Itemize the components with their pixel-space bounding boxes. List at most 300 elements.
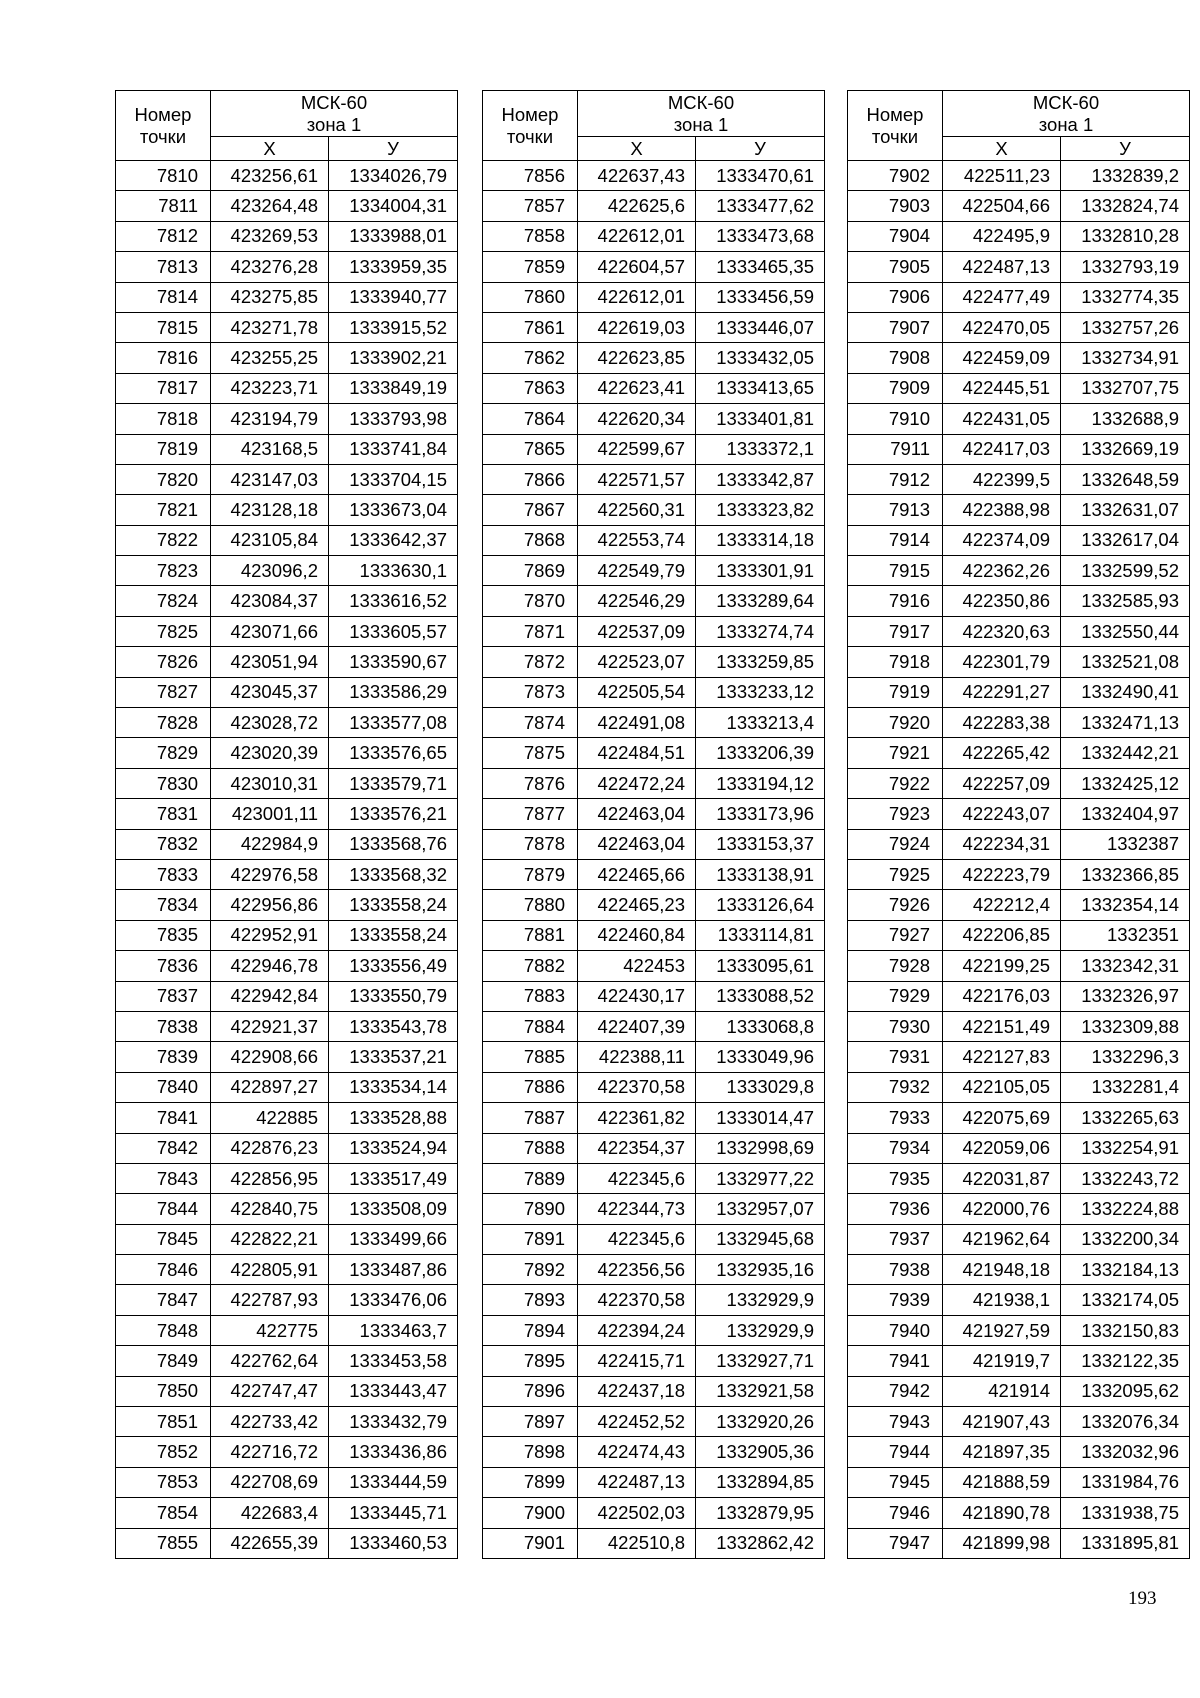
table-row xyxy=(483,1498,825,1528)
y-coordinate-cell: 1333432,05 xyxy=(696,343,825,373)
y-coordinate-cell: 1332351 xyxy=(1061,920,1190,950)
y-coordinate-cell: 1333413,65 xyxy=(696,373,825,403)
point-number-cell: 7883 xyxy=(483,981,578,1011)
table-row xyxy=(116,1255,458,1285)
point-number-cell: 7902 xyxy=(848,161,943,191)
x-coordinate-cell: 422549,79 xyxy=(578,556,696,586)
point-number-cell: 7838 xyxy=(116,1011,211,1041)
table-row xyxy=(483,1224,825,1254)
point-number-cell: 7912 xyxy=(848,464,943,494)
x-coordinate-cell: 422716,72 xyxy=(211,1437,329,1467)
y-coordinate-cell: 1332929,9 xyxy=(696,1315,825,1345)
x-coordinate-cell: 422487,13 xyxy=(943,252,1061,282)
x-coordinate-cell: 423020,39 xyxy=(211,738,329,768)
point-number-cell: 7874 xyxy=(483,708,578,738)
table-row xyxy=(848,708,1190,738)
x-coordinate-cell: 422805,91 xyxy=(211,1255,329,1285)
table-row xyxy=(483,1346,825,1376)
x-coordinate-cell: 423269,53 xyxy=(211,221,329,251)
x-coordinate-cell: 422504,66 xyxy=(943,191,1061,221)
x-coordinate-cell: 422059,06 xyxy=(943,1133,1061,1163)
point-number-cell: 7913 xyxy=(848,495,943,525)
point-number-cell: 7897 xyxy=(483,1407,578,1437)
x-coordinate-cell: 422604,57 xyxy=(578,252,696,282)
x-coordinate-cell: 422301,79 xyxy=(943,647,1061,677)
x-coordinate-cell: 423128,18 xyxy=(211,495,329,525)
y-coordinate-cell: 1334026,79 xyxy=(329,161,458,191)
point-number-cell: 7936 xyxy=(848,1194,943,1224)
table-row xyxy=(116,343,458,373)
point-number-cell: 7872 xyxy=(483,647,578,677)
y-coordinate-cell: 1332342,31 xyxy=(1061,951,1190,981)
point-number-cell: 7917 xyxy=(848,616,943,646)
y-coordinate-cell: 1333436,86 xyxy=(329,1437,458,1467)
table-row xyxy=(483,981,825,1011)
table-row xyxy=(116,677,458,707)
point-number-cell: 7813 xyxy=(116,252,211,282)
point-number-cell: 7905 xyxy=(848,252,943,282)
point-number-cell: 7887 xyxy=(483,1103,578,1133)
x-coordinate-cell: 423071,66 xyxy=(211,616,329,646)
y-coordinate-cell: 1332927,71 xyxy=(696,1346,825,1376)
table-row xyxy=(483,1103,825,1133)
y-coordinate-cell: 1333314,18 xyxy=(696,525,825,555)
table-row xyxy=(848,677,1190,707)
x-coordinate-cell: 422354,37 xyxy=(578,1133,696,1163)
y-coordinate-cell: 1332957,07 xyxy=(696,1194,825,1224)
x-coordinate-cell: 422345,6 xyxy=(578,1163,696,1193)
y-coordinate-cell: 1332200,34 xyxy=(1061,1224,1190,1254)
system-label: МСК-60 xyxy=(300,91,368,113)
x-coordinate-cell: 422619,03 xyxy=(578,312,696,342)
x-coordinate-cell: 422612,01 xyxy=(578,221,696,251)
x-coordinate-cell: 422345,6 xyxy=(578,1224,696,1254)
y-coordinate-cell: 1332977,22 xyxy=(696,1163,825,1193)
x-coordinate-cell: 422484,51 xyxy=(578,738,696,768)
y-coordinate-cell: 1333233,12 xyxy=(696,677,825,707)
y-coordinate-cell: 1333095,61 xyxy=(696,951,825,981)
x-coordinate-cell: 422612,01 xyxy=(578,282,696,312)
x-coordinate-cell: 422495,9 xyxy=(943,221,1061,251)
x-coordinate-cell: 422257,09 xyxy=(943,768,1061,798)
x-coordinate-cell: 423045,37 xyxy=(211,677,329,707)
y-coordinate-cell: 1333138,91 xyxy=(696,859,825,889)
y-coordinate-cell: 1333301,91 xyxy=(696,556,825,586)
y-coordinate-cell: 1332734,91 xyxy=(1061,343,1190,373)
point-number-cell: 7895 xyxy=(483,1346,578,1376)
x-coordinate-cell: 422787,93 xyxy=(211,1285,329,1315)
y-coordinate-cell: 1333550,79 xyxy=(329,981,458,1011)
y-coordinate-cell: 1333460,53 xyxy=(329,1528,458,1558)
x-coordinate-cell: 422733,42 xyxy=(211,1407,329,1437)
x-coordinate-cell: 422223,79 xyxy=(943,859,1061,889)
y-coordinate-cell: 1332425,12 xyxy=(1061,768,1190,798)
y-coordinate-cell: 1333088,52 xyxy=(696,981,825,1011)
y-coordinate-cell: 1333586,29 xyxy=(329,677,458,707)
x-column-header: Х xyxy=(578,137,696,161)
point-number-cell: 7836 xyxy=(116,951,211,981)
point-number-cell: 7832 xyxy=(116,829,211,859)
y-coordinate-cell: 1333558,24 xyxy=(329,920,458,950)
table-row xyxy=(116,738,458,768)
x-coordinate-cell: 423264,48 xyxy=(211,191,329,221)
y-coordinate-cell: 1333673,04 xyxy=(329,495,458,525)
y-coordinate-cell: 1333463,7 xyxy=(329,1315,458,1345)
point-number-cell: 7890 xyxy=(483,1194,578,1224)
table-row xyxy=(848,1011,1190,1041)
x-coordinate-cell: 421962,64 xyxy=(943,1224,1061,1254)
x-coordinate-cell: 422453 xyxy=(578,951,696,981)
point-number-cell: 7934 xyxy=(848,1133,943,1163)
table-row xyxy=(848,556,1190,586)
table-row xyxy=(848,1163,1190,1193)
point-number-cell: 7824 xyxy=(116,586,211,616)
x-column-header: Х xyxy=(211,137,329,161)
table-row xyxy=(848,221,1190,251)
y-coordinate-cell: 1332442,21 xyxy=(1061,738,1190,768)
point-number-cell: 7856 xyxy=(483,161,578,191)
y-coordinate-cell: 1332224,88 xyxy=(1061,1194,1190,1224)
coordinates-table-1 xyxy=(115,90,458,1559)
y-coordinate-cell: 1333543,78 xyxy=(329,1011,458,1041)
y-coordinate-cell: 1333470,61 xyxy=(696,161,825,191)
point-number-label: Номер точки xyxy=(501,103,559,147)
y-coordinate-cell: 1332998,69 xyxy=(696,1133,825,1163)
x-coordinate-cell: 422625,6 xyxy=(578,191,696,221)
point-number-cell: 7826 xyxy=(116,647,211,677)
y-coordinate-cell: 1332585,93 xyxy=(1061,586,1190,616)
point-number-cell: 7888 xyxy=(483,1133,578,1163)
point-number-cell: 7825 xyxy=(116,616,211,646)
table-row xyxy=(483,890,825,920)
point-number-cell: 7940 xyxy=(848,1315,943,1345)
table-row xyxy=(483,1011,825,1041)
table-row xyxy=(483,495,825,525)
y-coordinate-cell: 1331895,81 xyxy=(1061,1528,1190,1558)
point-number-cell: 7899 xyxy=(483,1467,578,1497)
y-coordinate-cell: 1333741,84 xyxy=(329,434,458,464)
y-coordinate-cell: 1332669,19 xyxy=(1061,434,1190,464)
point-number-cell: 7829 xyxy=(116,738,211,768)
y-coordinate-cell: 1333342,87 xyxy=(696,464,825,494)
table-row xyxy=(116,252,458,282)
y-coordinate-cell: 1332921,58 xyxy=(696,1376,825,1406)
point-number-cell: 7900 xyxy=(483,1498,578,1528)
table-row xyxy=(483,1528,825,1558)
y-coordinate-cell: 1332309,88 xyxy=(1061,1011,1190,1041)
point-number-cell: 7930 xyxy=(848,1011,943,1041)
x-coordinate-cell: 422822,21 xyxy=(211,1224,329,1254)
y-coordinate-cell: 1333487,86 xyxy=(329,1255,458,1285)
x-coordinate-cell: 422511,23 xyxy=(943,161,1061,191)
point-number-cell: 7868 xyxy=(483,525,578,555)
y-coordinate-cell: 1333014,47 xyxy=(696,1103,825,1133)
table-row xyxy=(483,951,825,981)
table-row xyxy=(483,1133,825,1163)
point-number-cell: 7848 xyxy=(116,1315,211,1345)
table-row xyxy=(116,859,458,889)
x-coordinate-cell: 422445,51 xyxy=(943,373,1061,403)
coordinate-system-header xyxy=(578,91,825,137)
table-row xyxy=(483,1042,825,1072)
y-coordinate-cell: 1333576,21 xyxy=(329,799,458,829)
point-number-cell: 7915 xyxy=(848,556,943,586)
y-coordinate-cell: 1333444,59 xyxy=(329,1467,458,1497)
y-coordinate-cell: 1331984,76 xyxy=(1061,1467,1190,1497)
y-coordinate-cell: 1333453,58 xyxy=(329,1346,458,1376)
y-coordinate-cell: 1333590,67 xyxy=(329,647,458,677)
table-row xyxy=(848,799,1190,829)
x-coordinate-cell: 423168,5 xyxy=(211,434,329,464)
x-coordinate-cell: 422388,98 xyxy=(943,495,1061,525)
x-coordinate-cell: 422976,58 xyxy=(211,859,329,889)
y-coordinate-cell: 1333499,66 xyxy=(329,1224,458,1254)
y-coordinate-cell: 1333528,88 xyxy=(329,1103,458,1133)
y-coordinate-cell: 1332387 xyxy=(1061,829,1190,859)
x-coordinate-cell: 422474,43 xyxy=(578,1437,696,1467)
x-coordinate-cell: 423001,11 xyxy=(211,799,329,829)
y-coordinate-cell: 1332617,04 xyxy=(1061,525,1190,555)
table-row xyxy=(483,434,825,464)
table-row xyxy=(848,1103,1190,1133)
y-coordinate-cell: 1333568,32 xyxy=(329,859,458,889)
point-number-cell: 7830 xyxy=(116,768,211,798)
point-number-cell: 7871 xyxy=(483,616,578,646)
table-row xyxy=(116,981,458,1011)
y-coordinate-cell: 1333029,8 xyxy=(696,1072,825,1102)
table-row xyxy=(848,282,1190,312)
x-coordinate-cell: 421897,35 xyxy=(943,1437,1061,1467)
y-coordinate-cell: 1333517,49 xyxy=(329,1163,458,1193)
y-coordinate-cell: 1332095,62 xyxy=(1061,1376,1190,1406)
table-row xyxy=(848,859,1190,889)
point-number-cell: 7882 xyxy=(483,951,578,981)
point-number-cell: 7916 xyxy=(848,586,943,616)
x-coordinate-cell: 422234,31 xyxy=(943,829,1061,859)
x-coordinate-cell: 422560,31 xyxy=(578,495,696,525)
table-row xyxy=(116,1528,458,1558)
x-coordinate-cell: 422708,69 xyxy=(211,1467,329,1497)
point-number-cell: 7927 xyxy=(848,920,943,950)
x-coordinate-cell: 422370,58 xyxy=(578,1072,696,1102)
table-row xyxy=(483,1315,825,1345)
table-row xyxy=(483,586,825,616)
y-coordinate-cell: 1332793,19 xyxy=(1061,252,1190,282)
point-number-cell: 7819 xyxy=(116,434,211,464)
x-coordinate-cell: 421914 xyxy=(943,1376,1061,1406)
x-coordinate-cell: 422620,34 xyxy=(578,404,696,434)
y-coordinate-cell: 1333372,1 xyxy=(696,434,825,464)
y-coordinate-cell: 1332599,52 xyxy=(1061,556,1190,586)
x-coordinate-cell: 422350,86 xyxy=(943,586,1061,616)
table-row xyxy=(116,647,458,677)
point-number-label: Номер точки xyxy=(134,103,192,147)
table-row xyxy=(848,191,1190,221)
coordinates-table-2 xyxy=(482,90,825,1559)
y-coordinate-cell: 1333902,21 xyxy=(329,343,458,373)
point-number-label: Номер точки xyxy=(866,103,924,147)
system-label: МСК-60 xyxy=(667,91,735,113)
table-row xyxy=(848,1346,1190,1376)
table-row xyxy=(483,677,825,707)
x-coordinate-cell: 422956,86 xyxy=(211,890,329,920)
x-coordinate-cell: 422105,05 xyxy=(943,1072,1061,1102)
table-row xyxy=(483,768,825,798)
x-coordinate-cell: 422415,71 xyxy=(578,1346,696,1376)
y-coordinate-cell: 1332757,26 xyxy=(1061,312,1190,342)
x-coordinate-cell: 422362,26 xyxy=(943,556,1061,586)
point-number-cell: 7886 xyxy=(483,1072,578,1102)
table-row xyxy=(483,708,825,738)
point-number-cell: 7926 xyxy=(848,890,943,920)
point-number-cell: 7834 xyxy=(116,890,211,920)
point-number-cell: 7903 xyxy=(848,191,943,221)
x-coordinate-cell: 422265,42 xyxy=(943,738,1061,768)
x-coordinate-cell: 423256,61 xyxy=(211,161,329,191)
table-row xyxy=(116,495,458,525)
point-number-cell: 7869 xyxy=(483,556,578,586)
table-row xyxy=(848,312,1190,342)
x-coordinate-cell: 422374,09 xyxy=(943,525,1061,555)
table-row xyxy=(116,161,458,191)
y-coordinate-cell: 1333068,8 xyxy=(696,1011,825,1041)
table-row xyxy=(848,768,1190,798)
y-coordinate-cell: 1332296,3 xyxy=(1061,1042,1190,1072)
point-number-cell: 7939 xyxy=(848,1285,943,1315)
table-row xyxy=(116,708,458,738)
coordinate-system-header xyxy=(943,91,1190,137)
point-number-cell: 7839 xyxy=(116,1042,211,1072)
table-row xyxy=(116,1407,458,1437)
x-coordinate-cell: 422361,82 xyxy=(578,1103,696,1133)
point-number-cell: 7947 xyxy=(848,1528,943,1558)
point-number-cell: 7885 xyxy=(483,1042,578,1072)
y-coordinate-cell: 1332326,97 xyxy=(1061,981,1190,1011)
y-coordinate-cell: 1332122,35 xyxy=(1061,1346,1190,1376)
y-coordinate-cell: 1333616,52 xyxy=(329,586,458,616)
point-number-cell: 7812 xyxy=(116,221,211,251)
y-coordinate-cell: 1333568,76 xyxy=(329,829,458,859)
point-number-cell: 7816 xyxy=(116,343,211,373)
table-row xyxy=(483,343,825,373)
table-row xyxy=(116,799,458,829)
table-row xyxy=(848,1072,1190,1102)
table-row xyxy=(848,586,1190,616)
table-row xyxy=(483,161,825,191)
x-coordinate-cell: 422946,78 xyxy=(211,951,329,981)
table-row xyxy=(848,1285,1190,1315)
x-coordinate-cell: 421888,59 xyxy=(943,1467,1061,1497)
x-coordinate-cell: 422571,57 xyxy=(578,464,696,494)
y-coordinate-cell: 1333556,49 xyxy=(329,951,458,981)
x-coordinate-cell: 422487,13 xyxy=(578,1467,696,1497)
system-label: МСК-60 xyxy=(1032,91,1100,113)
table-row xyxy=(116,1042,458,1072)
table-row xyxy=(483,1437,825,1467)
table-row xyxy=(116,282,458,312)
x-coordinate-cell: 422637,43 xyxy=(578,161,696,191)
y-coordinate-cell: 1332174,05 xyxy=(1061,1285,1190,1315)
y-coordinate-cell: 1332935,16 xyxy=(696,1255,825,1285)
point-number-cell: 7878 xyxy=(483,829,578,859)
point-number-cell: 7873 xyxy=(483,677,578,707)
table-row xyxy=(116,1224,458,1254)
x-coordinate-cell: 421899,98 xyxy=(943,1528,1061,1558)
x-coordinate-cell: 422897,27 xyxy=(211,1072,329,1102)
table-row xyxy=(848,616,1190,646)
point-number-cell: 7898 xyxy=(483,1437,578,1467)
x-coordinate-cell: 422523,07 xyxy=(578,647,696,677)
point-number-cell: 7845 xyxy=(116,1224,211,1254)
x-coordinate-cell: 422840,75 xyxy=(211,1194,329,1224)
table-row xyxy=(483,312,825,342)
y-coordinate-cell: 1332490,41 xyxy=(1061,677,1190,707)
table-row xyxy=(483,556,825,586)
table-row xyxy=(116,586,458,616)
table-row xyxy=(848,1376,1190,1406)
y-coordinate-cell: 1332631,07 xyxy=(1061,495,1190,525)
point-number-cell: 7922 xyxy=(848,768,943,798)
y-coordinate-cell: 1333194,12 xyxy=(696,768,825,798)
point-number-cell: 7850 xyxy=(116,1376,211,1406)
table-row xyxy=(116,1103,458,1133)
point-number-cell: 7853 xyxy=(116,1467,211,1497)
table-row xyxy=(483,404,825,434)
point-number-cell: 7867 xyxy=(483,495,578,525)
x-coordinate-cell: 422370,58 xyxy=(578,1285,696,1315)
table-row xyxy=(483,1376,825,1406)
point-number-cell: 7858 xyxy=(483,221,578,251)
table-row xyxy=(116,1072,458,1102)
x-coordinate-cell: 422283,38 xyxy=(943,708,1061,738)
point-number-cell: 7893 xyxy=(483,1285,578,1315)
table-row xyxy=(848,981,1190,1011)
table-row xyxy=(116,1467,458,1497)
table-row xyxy=(116,191,458,221)
point-number-cell: 7946 xyxy=(848,1498,943,1528)
table-row xyxy=(483,1467,825,1497)
point-number-header xyxy=(848,91,943,161)
point-number-cell: 7851 xyxy=(116,1407,211,1437)
table-row xyxy=(848,404,1190,434)
y-coordinate-cell: 1333849,19 xyxy=(329,373,458,403)
table-row xyxy=(848,525,1190,555)
table-row xyxy=(483,1194,825,1224)
y-coordinate-cell: 1332920,26 xyxy=(696,1407,825,1437)
table-row xyxy=(848,890,1190,920)
x-coordinate-cell: 422505,54 xyxy=(578,677,696,707)
point-number-cell: 7840 xyxy=(116,1072,211,1102)
point-number-header xyxy=(483,91,578,161)
y-coordinate-cell: 1332929,9 xyxy=(696,1285,825,1315)
point-number-cell: 7925 xyxy=(848,859,943,889)
y-coordinate-cell: 1333126,64 xyxy=(696,890,825,920)
point-number-cell: 7870 xyxy=(483,586,578,616)
table-row xyxy=(116,1194,458,1224)
point-number-cell: 7855 xyxy=(116,1528,211,1558)
y-coordinate-cell: 1333445,71 xyxy=(329,1498,458,1528)
x-coordinate-cell: 422942,84 xyxy=(211,981,329,1011)
y-coordinate-cell: 1333537,21 xyxy=(329,1042,458,1072)
zone-label: зона 1 xyxy=(673,113,729,135)
point-number-cell: 7904 xyxy=(848,221,943,251)
x-coordinate-cell: 422553,74 xyxy=(578,525,696,555)
table-row xyxy=(483,1163,825,1193)
x-coordinate-cell: 422463,04 xyxy=(578,829,696,859)
point-number-cell: 7891 xyxy=(483,1224,578,1254)
point-number-cell: 7919 xyxy=(848,677,943,707)
table-row xyxy=(116,768,458,798)
